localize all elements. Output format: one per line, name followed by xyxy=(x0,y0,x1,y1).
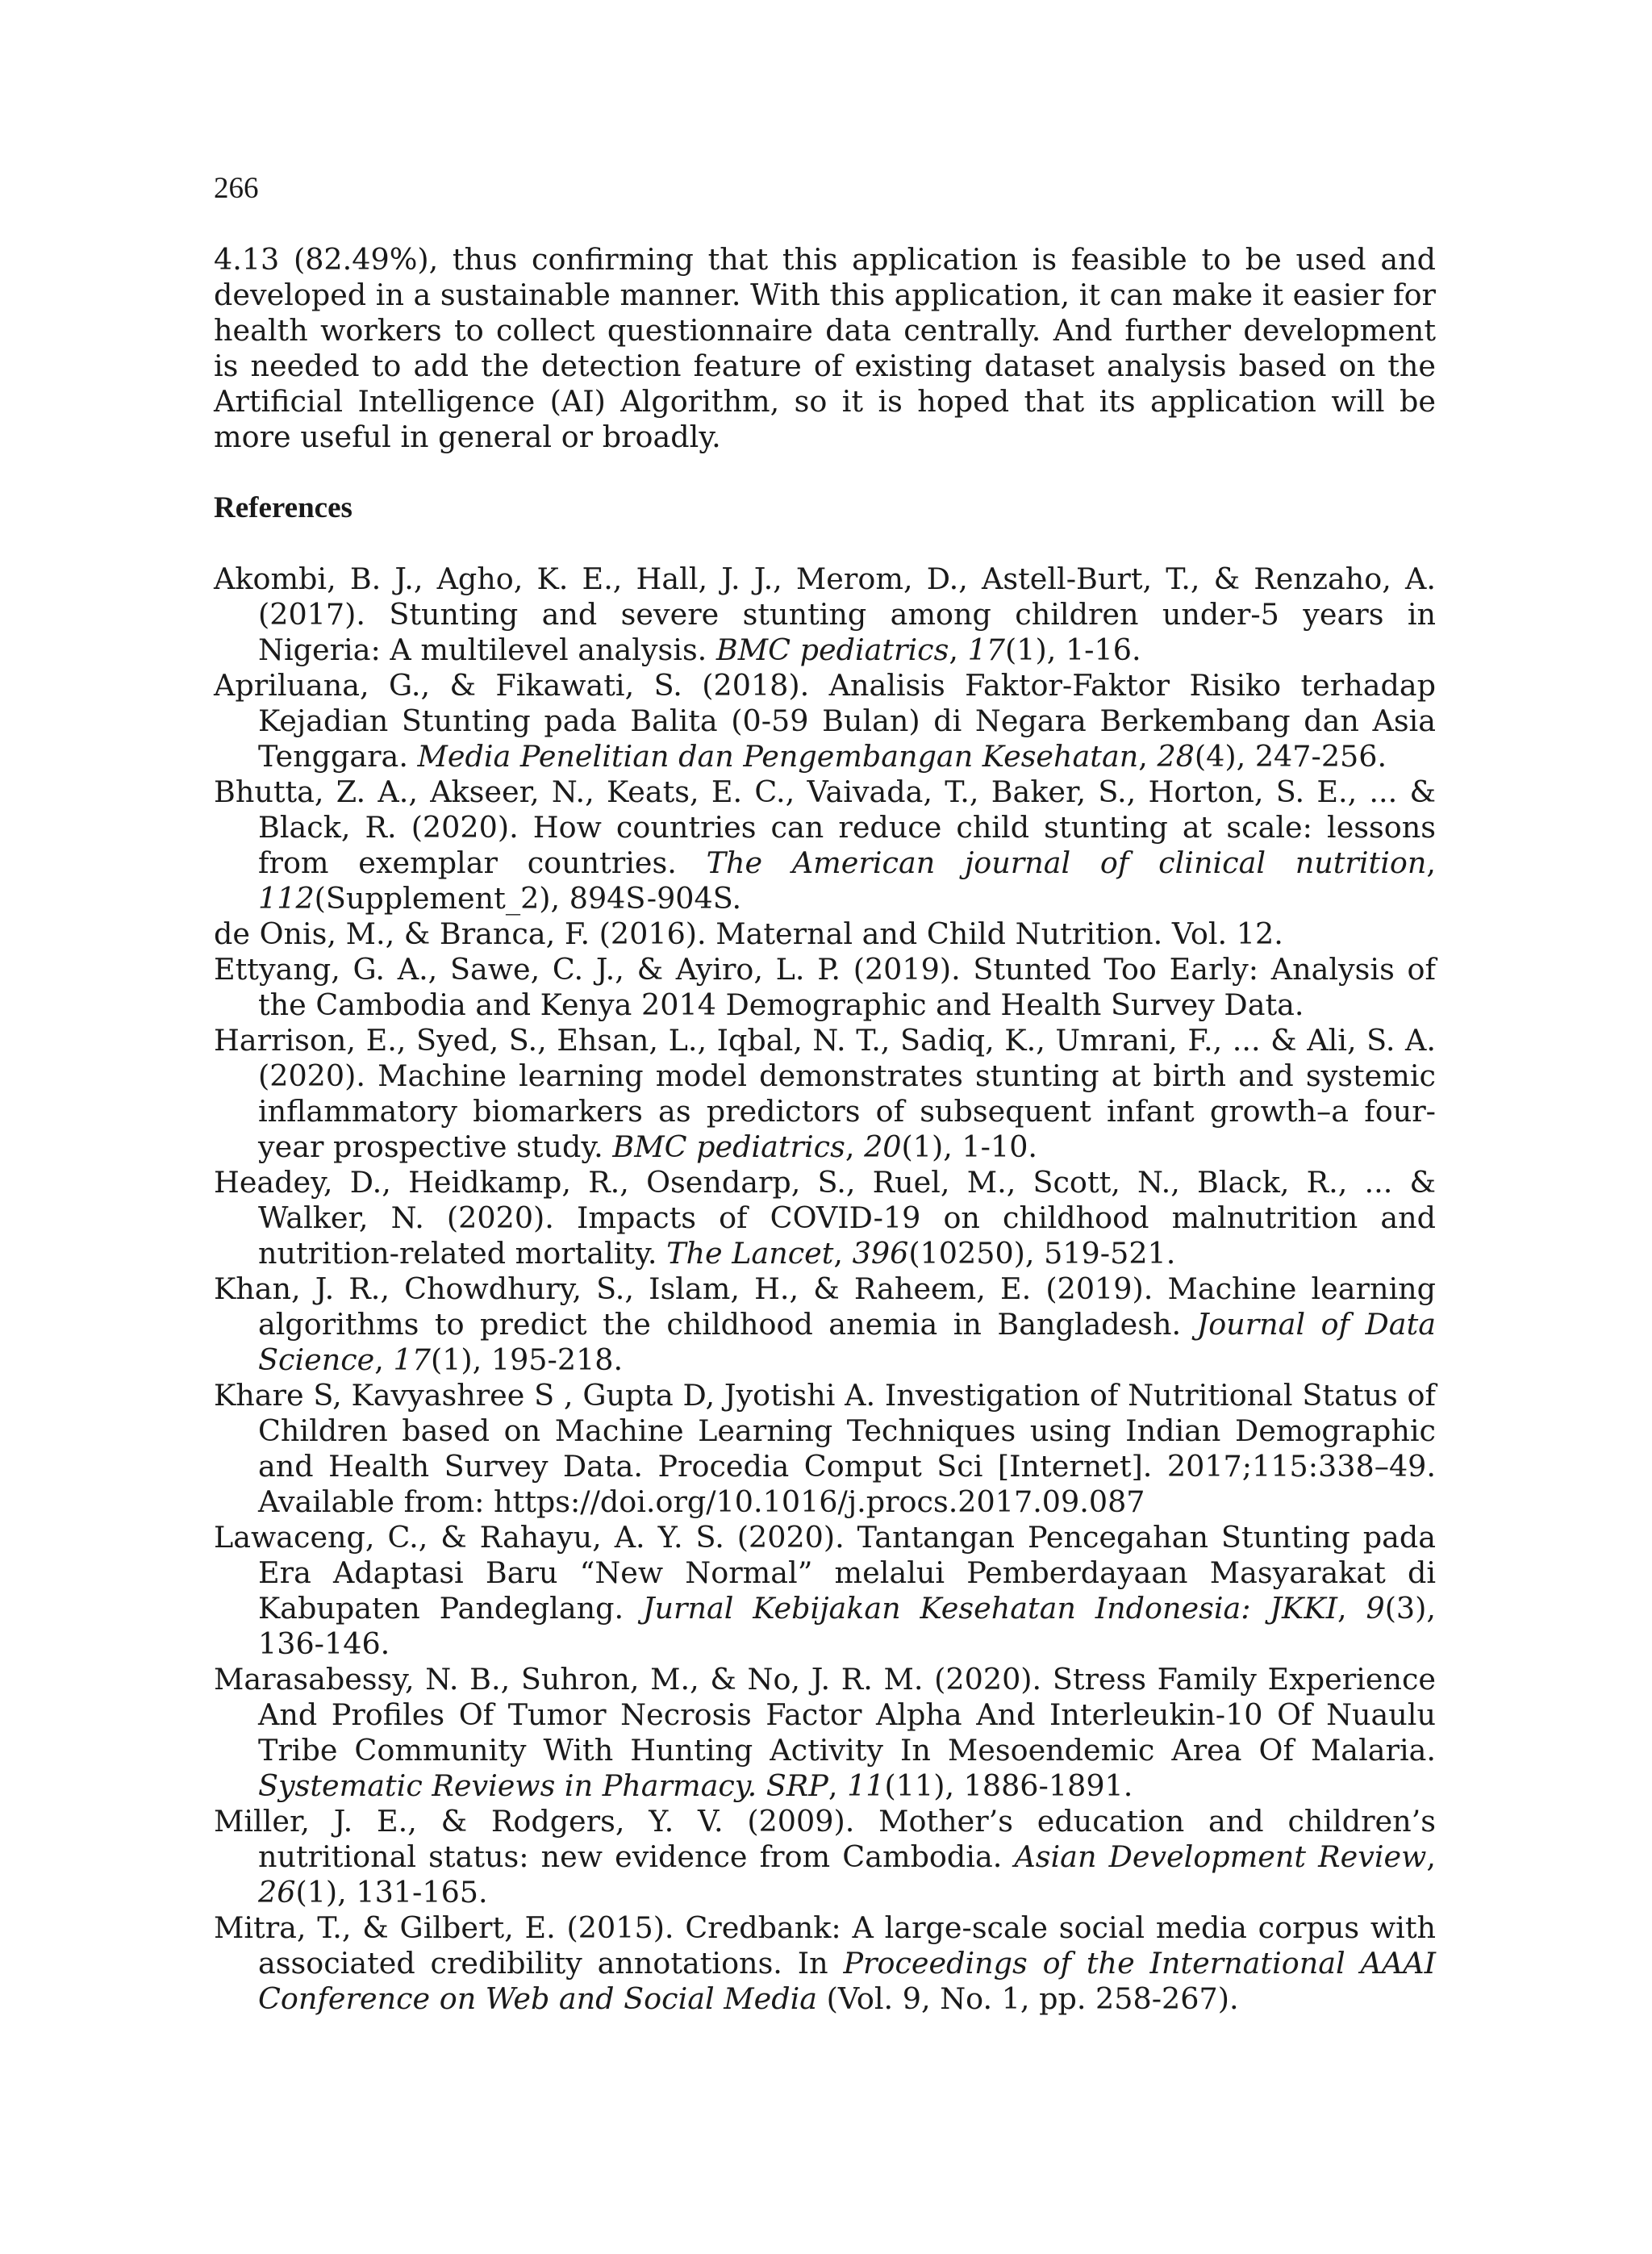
reference-entry xyxy=(214,668,1436,774)
intro-paragraph: 4.13 (82.49%), thus confirming that this application is feasible to be used and developed in a sustainable manner. With this application, it can make it easier for health workers to collect questionnaire data centrally. And further development is needed to add the detection feature of existing dataset analysis based on the Artificial Intelligence (AI) Algorithm, so it is hoped that its application will be more useful in general or broadly. xyxy=(214,242,1436,454)
reference-journal-title: BMC pediatrics xyxy=(612,1129,845,1164)
reference-journal-title: Asian Development Review xyxy=(1014,1839,1427,1874)
page-number: 266 xyxy=(214,172,259,205)
reference-text: Lawaceng, C., & Rahayu, A. Y. S. (2020). Tantangan Pencegahan Stunting pada Era Adaptasi Baru “New Normal” melalui Pemberdayaan Masyarakat di Kabupaten Pandeglang. xyxy=(214,1520,1436,1626)
reference-text: Akombi, B. J., Agho, K. E., Hall, J. J., Merom, D., Astell-Burt, T., & Renzaho, A. (2017). Stunting and severe stunting among children under-5 years in Nigeria: A multilevel analysis. xyxy=(214,561,1436,667)
reference-text: Marasabessy, N. B., Suhron, M., & No, J. R. M. (2020). Stress Family Experience And Profiles Of Tumor Necrosis Factor Alpha And Interleukin-10 Of Nuaulu Tribe Community With Hunting Activity In Mesoendemic Area Of Malaria. xyxy=(214,1662,1436,1768)
reference-text: (1), 1-16. xyxy=(1005,632,1141,667)
reference-volume: 28 xyxy=(1157,739,1195,774)
reference-journal-title: The American journal of clinical nutrition xyxy=(706,845,1427,880)
reference-text: (Vol. 9, No. 1, pp. 258-267). xyxy=(817,1981,1239,2016)
reference-text: , xyxy=(833,1236,853,1271)
reference-text: Headey, D., Heidkamp, R., Osendarp, S., Ruel, M., Scott, N., Black, R., ... & Walker, N. (2020). Impacts of COVID-19 on childhood malnutrition and nutrition-related mortality. xyxy=(214,1165,1436,1271)
reference-text: Ettyang, G. A., Sawe, C. J., & Ayiro, L. P. (2019). Stunted Too Early: Analysis of the Cambodia and Kenya 2014 Demographic and Health Survey Data. xyxy=(214,952,1436,1022)
reference-entry xyxy=(214,561,1436,668)
reference-entry xyxy=(214,916,1436,952)
reference-journal-title: Systematic Reviews in Pharmacy. SRP xyxy=(258,1768,828,1803)
reference-text: (11), 1886-1891. xyxy=(884,1768,1133,1803)
reference-volume: 17 xyxy=(393,1342,431,1377)
reference-text: , xyxy=(1337,1591,1366,1626)
reference-volume: 17 xyxy=(967,632,1006,667)
reference-entry xyxy=(214,952,1436,1023)
reference-journal-title: Proceedings of the International AAAI Conference on Web and Social Media xyxy=(258,1946,1436,2016)
reference-journal-title: Media Penelitian dan Pengembangan Kesehatan xyxy=(417,739,1139,774)
reference-text: , xyxy=(845,1129,865,1164)
reference-journal-title: Jurnal Kebijakan Kesehatan Indonesia: JKKI xyxy=(642,1591,1338,1626)
reference-text: (3), 136-146. xyxy=(258,1591,1436,1661)
reference-text: Khare S, Kavyashree S , Gupta D, Jyotishi A. Investigation of Nutritional Status of Children based on Machine Learning Techniques using Indian Demographic and Health Survey Data. Procedia Comput Sci [Internet]. 2017;115:338–49. Available from: https://doi.org/10.1016/j.procs.2017.09.087 xyxy=(214,1378,1436,1519)
reference-entry xyxy=(214,774,1436,916)
reference-volume: 20 xyxy=(864,1129,902,1164)
reference-text: Harrison, E., Syed, S., Ehsan, L., Iqbal, N. T., Sadiq, K., Umrani, F., ... & Ali, S. A. (2020). Machine learning model demonstrates stunting at birth and systemic inflammatory biomarkers as predictors of subsequent infant growth–a four-year prospective study. xyxy=(214,1023,1436,1164)
reference-journal-title: BMC pediatrics xyxy=(715,632,949,667)
reference-text: (1), 195-218. xyxy=(430,1342,624,1377)
references-heading: References xyxy=(214,491,353,524)
reference-entry xyxy=(214,1271,1436,1378)
reference-text: de Onis, M., & Branca, F. (2016). Maternal and Child Nutrition. Vol. 12. xyxy=(214,916,1283,951)
reference-journal-title: Journal of Data Science xyxy=(258,1307,1436,1377)
reference-volume: 26 xyxy=(258,1875,296,1910)
reference-text: , xyxy=(828,1768,848,1803)
reference-volume: 112 xyxy=(258,881,315,916)
reference-text: , xyxy=(1426,845,1436,880)
reference-text: , xyxy=(949,632,968,667)
reference-journal-title: The Lancet xyxy=(666,1236,834,1271)
reference-text: Mitra, T., & Gilbert, E. (2015). Credbank: A large-scale social media corpus with associated credibility annotations. In xyxy=(214,1910,1436,1981)
reference-text: (1), 1-10. xyxy=(901,1129,1038,1164)
reference-volume: 11 xyxy=(847,1768,885,1803)
reference-list xyxy=(214,561,1436,2017)
reference-text: (4), 247-256. xyxy=(1194,739,1387,774)
reference-text: , xyxy=(374,1342,394,1377)
reference-text: Khan, J. R., Chowdhury, S., Islam, H., & Raheem, E. (2019). Machine learning algorithms to predict the childhood anemia in Bangladesh. xyxy=(214,1271,1436,1342)
reference-volume: 396 xyxy=(852,1236,909,1271)
reference-entry xyxy=(214,1378,1436,1520)
reference-text: , xyxy=(1426,1839,1436,1874)
reference-text: (Supplement_2), 894S-904S. xyxy=(314,881,742,916)
reference-text: (10250), 519-521. xyxy=(908,1236,1176,1271)
reference-text: Apriluana, G., & Fikawati, S. (2018). Analisis Faktor-Faktor Risiko terhadap Kejadian Stunting pada Balita (0-59 Bulan) di Negara Berkembang dan Asia Tenggara. xyxy=(214,668,1436,774)
reference-text: Bhutta, Z. A., Akseer, N., Keats, E. C., Vaivada, T., Baker, S., Horton, S. E., ... & Black, R. (2020). How countries can reduce child stunting at scale: lessons from exemplar countries. xyxy=(214,774,1436,880)
reference-entry xyxy=(214,1804,1436,1910)
reference-entry xyxy=(214,1165,1436,1271)
reference-entry xyxy=(214,1520,1436,1662)
reference-entry xyxy=(214,1910,1436,2017)
reference-text: (1), 131-165. xyxy=(295,1875,488,1910)
reference-text: Miller, J. E., & Rodgers, Y. V. (2009). Mother’s education and children’s nutritional status: new evidence from Cambodia. xyxy=(214,1804,1436,1874)
reference-text: , xyxy=(1138,739,1158,774)
reference-entry xyxy=(214,1662,1436,1804)
reference-entry xyxy=(214,1023,1436,1165)
reference-volume: 9 xyxy=(1366,1591,1385,1626)
